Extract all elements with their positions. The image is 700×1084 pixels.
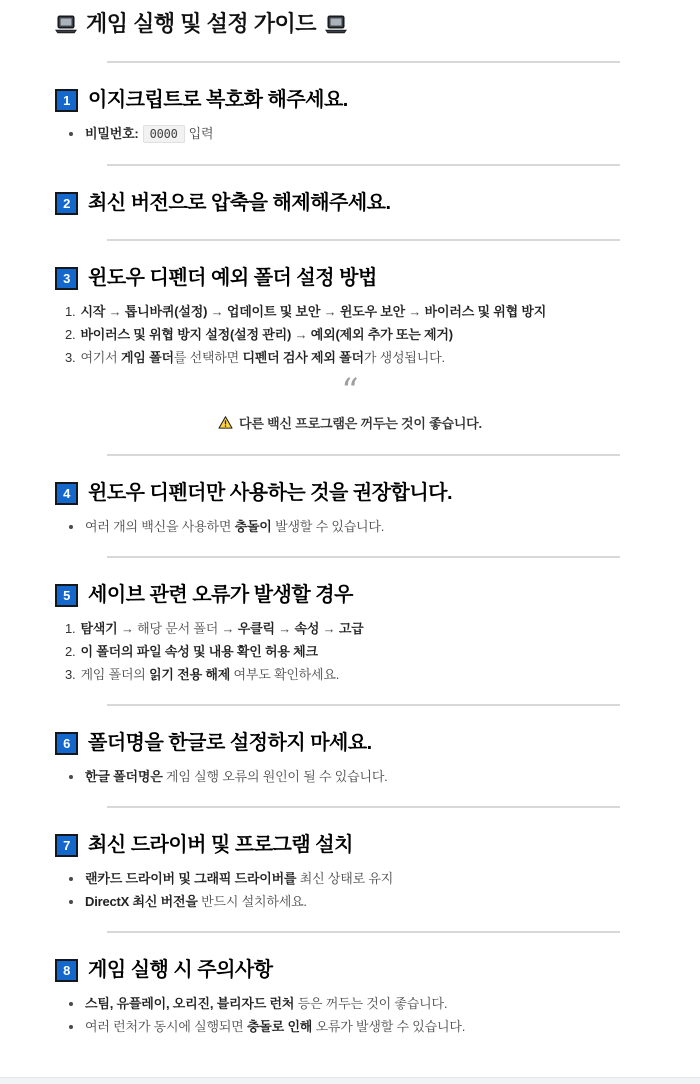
text-bold: 한글 폴더명은 [85, 769, 163, 784]
text-segment: 해당 문서 폴더 [137, 621, 219, 636]
list-item [55, 871, 645, 886]
list-number: 2. [65, 644, 76, 659]
list-item [55, 519, 645, 534]
text-bold: 스팀, 유플레이, 오리진, 블리자드 런처 [85, 996, 295, 1011]
section-title: 폴더명을 한글로 설정하지 마세요. [88, 732, 372, 754]
divider [107, 931, 620, 933]
text-bold: 이 폴더의 파일 속성 및 내용 확인 허용 체크 [80, 644, 318, 659]
guide-sections [55, 87, 645, 1034]
section-title: 윈도우 디펜더만 사용하는 것을 권장합니다. [88, 482, 453, 504]
list-item [55, 667, 645, 682]
text-bold: 바이러스 및 위협 방지 설정(설정 관리) [80, 327, 292, 342]
section-title: 이지크립트로 복호화 해주세요. [88, 89, 348, 111]
text-bold: 충돌이 [234, 519, 272, 534]
text-bold: 시작 [80, 304, 106, 319]
section-number-badge: 2 [55, 192, 78, 215]
section-heading [55, 730, 645, 757]
text-bold: 충돌로 인해 [246, 1019, 313, 1034]
text-segment: → [117, 621, 138, 636]
text-segment: → [320, 304, 340, 319]
text-bold: 랜카드 드라이버 및 그래픽 드라이버를 [85, 871, 297, 886]
section-3 [55, 265, 645, 432]
text-segment: → [291, 327, 311, 342]
text-bold: 윈도우 보안 [339, 304, 406, 319]
divider [107, 556, 620, 558]
list-number: 1. [65, 621, 76, 636]
list-number: 3. [65, 350, 76, 365]
section-heading [55, 190, 645, 217]
text-segment: 발생할 수 있습니다. [271, 519, 385, 534]
section-6 [55, 730, 645, 784]
list-item [55, 644, 645, 659]
text-segment: → [274, 621, 295, 636]
warning-icon [218, 416, 233, 429]
section-number-badge: 1 [55, 89, 78, 112]
section-number-badge: 5 [55, 584, 78, 607]
section-title: 세이브 관련 오류가 발생할 경우 [88, 584, 353, 606]
text-bold: 업데이트 및 보안 [226, 304, 321, 319]
text-segment: 게임 실행 오류의 원인이 될 수 있습니다. [162, 769, 388, 784]
divider [107, 61, 620, 63]
section-list [55, 996, 645, 1034]
section-7 [55, 832, 645, 909]
list-number: 2. [65, 327, 76, 342]
page-title [55, 0, 645, 39]
code-value: 0000 [143, 125, 185, 143]
text-segment: → [207, 304, 227, 319]
text-segment: → [105, 304, 125, 319]
page-bottom-strip [0, 1077, 700, 1084]
text-bold: DirectX 최신 버전을 [85, 894, 198, 909]
section-list [55, 621, 645, 682]
divider [107, 454, 620, 456]
list-number: 1. [65, 304, 76, 319]
section-title: 최신 버전으로 압축을 해제해주세요. [88, 192, 391, 214]
divider [107, 239, 620, 241]
list-item [55, 1019, 645, 1034]
list-item [55, 126, 645, 142]
list-item [55, 769, 645, 784]
list-item [55, 996, 645, 1011]
section-title: 최신 드라이버 및 프로그램 설치 [88, 834, 353, 856]
text-segment: → [319, 621, 339, 636]
list-item [55, 304, 645, 319]
text-bold: 톱니바퀴(설정) [124, 304, 208, 319]
text-segment: 최신 상태로 유지 [296, 871, 394, 886]
section-2 [55, 190, 645, 217]
section-heading [55, 957, 645, 984]
text-bold: 고급 [338, 621, 364, 636]
divider [107, 806, 620, 808]
text-segment: 여기서 [80, 350, 121, 365]
text-bold: 예외(제외 추가 또는 제거) [310, 327, 453, 342]
laptop-icon [55, 15, 77, 34]
section-title: 게임 실행 시 주의사항 [88, 959, 273, 981]
section-number-badge: 7 [55, 834, 78, 857]
text-segment: 게임 폴더의 [80, 667, 150, 682]
section-list [55, 769, 645, 784]
text-bold: 읽기 전용 해제 [149, 667, 231, 682]
section-heading [55, 480, 645, 507]
text-segment: 여러 개의 백신을 사용하면 [85, 519, 235, 534]
section-5 [55, 582, 645, 682]
section-list [55, 304, 645, 365]
divider [107, 164, 620, 166]
text-bold: 탐색기 [80, 621, 118, 636]
text-segment: → [218, 621, 238, 636]
section-number-badge: 3 [55, 267, 78, 290]
warning-text: 다른 백신 프로그램은 꺼두는 것이 좋습니다. [239, 416, 482, 431]
laptop-icon [325, 15, 347, 34]
divider [107, 704, 620, 706]
text-segment: 가 생성됩니다. [363, 350, 445, 365]
warning-line [55, 413, 645, 432]
text-segment: 입력 [188, 126, 214, 141]
section-heading [55, 87, 645, 114]
section-8 [55, 957, 645, 1034]
text-bold: 비밀번호: [85, 126, 139, 141]
list-number: 3. [65, 667, 76, 682]
text-segment: → [405, 304, 425, 319]
list-item [55, 621, 645, 636]
text-segment: 여부도 확인하세요. [230, 667, 340, 682]
text-bold: 우클릭 [237, 621, 275, 636]
quote-block [55, 371, 645, 432]
section-list [55, 519, 645, 534]
section-number-badge: 4 [55, 482, 78, 505]
text-segment: 오류가 발생할 수 있습니다. [312, 1019, 466, 1034]
page-title-text: 게임 실행 및 설정 가이드 [86, 11, 316, 36]
section-list [55, 126, 645, 142]
section-heading [55, 832, 645, 859]
section-list [55, 871, 645, 909]
section-title: 윈도우 디펜더 예외 폴더 설정 방법 [88, 267, 377, 289]
section-1 [55, 87, 645, 142]
text-segment: 여러 런처가 동시에 실행되면 [85, 1019, 247, 1034]
section-heading [55, 265, 645, 292]
text-bold: 디펜더 검사 제외 폴더 [242, 350, 364, 365]
text-segment: 를 선택하면 [173, 350, 243, 365]
list-item [55, 327, 645, 342]
list-item [55, 350, 645, 365]
text-segment: 반드시 설치하세요. [197, 894, 307, 909]
section-number-badge: 8 [55, 959, 78, 982]
text-bold: 게임 폴더 [120, 350, 174, 365]
section-heading [55, 582, 645, 609]
section-number-badge: 6 [55, 732, 78, 755]
quote-mark-icon: “ [341, 371, 359, 411]
section-4 [55, 480, 645, 534]
list-item [55, 894, 645, 909]
text-segment: 등은 꺼두는 것이 좋습니다. [294, 996, 448, 1011]
text-bold: 바이러스 및 위협 방지 [424, 304, 547, 319]
text-bold: 속성 [294, 621, 320, 636]
